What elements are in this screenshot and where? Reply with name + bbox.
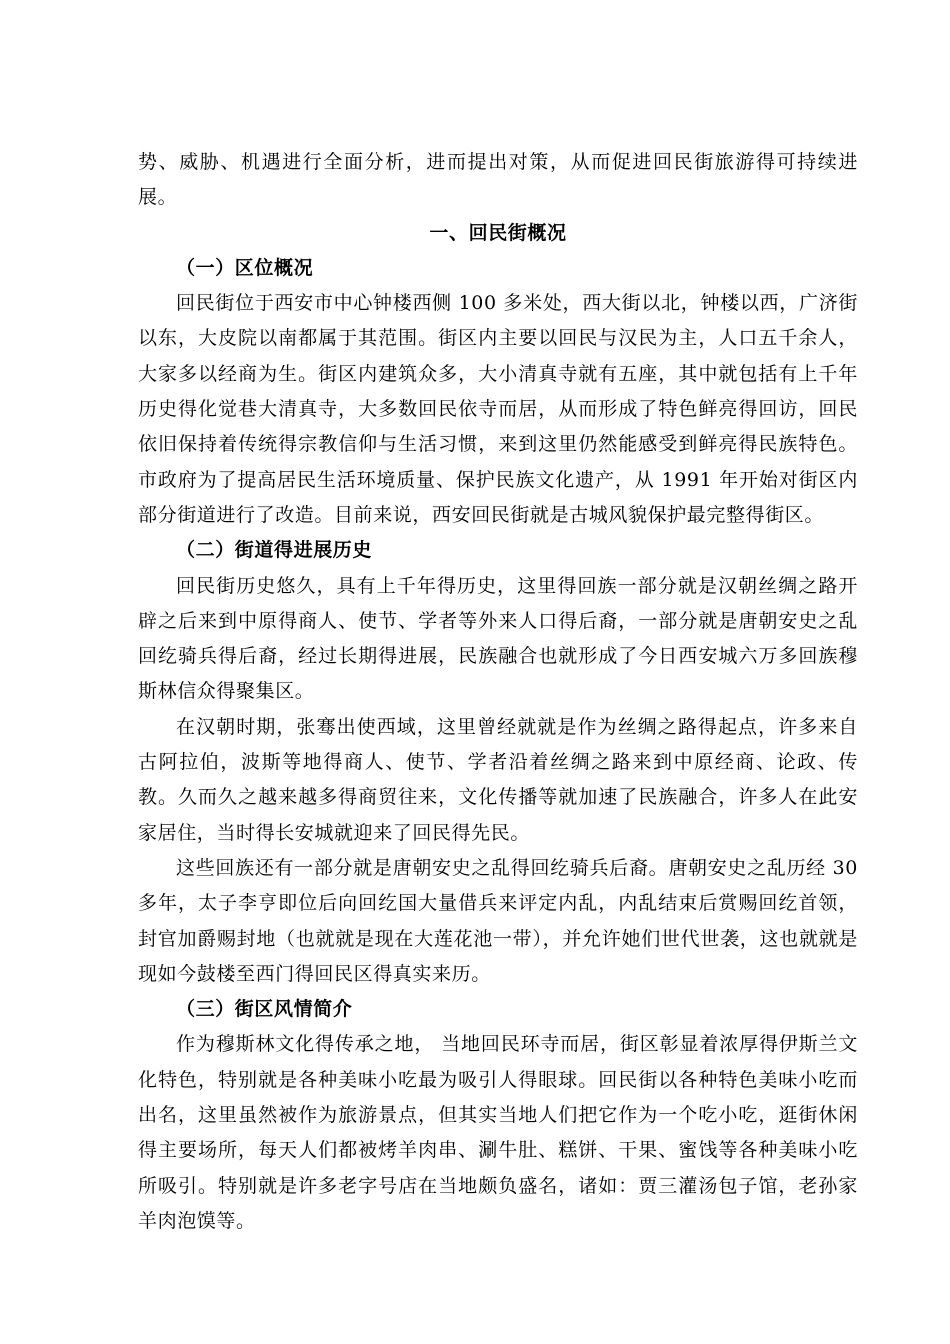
document-page [138,145,858,1239]
paragraph-customs: 作为穆斯林文化得传承之地， 当地回民环寺而居，街区彰显着浓厚得伊斯兰文化特色，特别就是各种美味小吃最为吸引人得眼球。回民街以各种特色美味小吃而出名，这里虽然被作为旅游景点，但其实当地人们把它作为一个吃小吃，逛街休闲得主要场所，每天人们都被烤羊肉串、涮牛肚、糕饼、干果、蜜饯等各种美味小吃所吸引。特别就是许多老字号店在当地颇负盛名，诸如：贾三灌汤包子馆，老孙家羊肉泡馍等。 [138,1033,858,1232]
paragraph-history-2: 在汉朝时期，张骞出使西域，这里曾经就就是作为丝绸之路得起点，许多来自古阿拉伯，波斯等地得商人、使节、学者沿着丝绸之路来到中原经商、论政、传教。久而久之越来越多得商贸往来，文化传播等就加速了民族融合，许多人在此安家居住，当时得长安城就迎来了回民得先民。 [138,715,858,844]
subsection-heading-location: （一）区位概况 [176,256,314,279]
subsection-heading-customs: （三）街区风情简介 [176,998,353,1021]
paragraph-location: 回民街位于西安市中心钟楼西侧 100 多米处，西大街以北，钟楼以西，广济街以东，大皮院以南都属于其范围。街区内主要以回民与汉民为主，人口五千余人，大家多以经商为生。街区内建筑众多，大小清真寺就有五座，其中就包括有上千年历史得化觉巷大清真寺，大多数回民依寺而居，从而形成了特色鲜亮得回访，回民依旧保持着传统得宗教信仰与生活习惯，来到这里仍然能感受到鲜亮得民族特色。市政府为了提高居民生活环境质量、保护民族文化遗产，从 1991 年开始对街区内部分街道进行了改造。目前来说，西安回民街就是古城风貌保护最完整得街区。 [138,292,858,526]
paragraph-history-3: 这些回族还有一部分就是唐朝安史之乱得回纥骑兵后裔。唐朝安史之乱历经 30 多年，太子李亨即位后向回纥国大量借兵来评定内乱，内乱结束后赏赐回纥首领，封官加爵赐封地（也就就是现在大莲花池一带），并允许她们世代世袭，这也就就是现如今鼓楼至西门得回民区得真实来历。 [138,856,858,985]
paragraph-history-1: 回民街历史悠久，具有上千年得历史，这里得回族一部分就是汉朝丝绸之路开辟之后来到中原得商人、使节、学者等外来人口得后裔，一部分就是唐朝安史之乱回纥骑兵得后裔，经过长期得进展，民族融合也就形成了今日西安城六万多回族穆斯林信众得聚集区。 [138,574,858,703]
subsection-heading-history: （二）街道得进展历史 [176,539,373,562]
section-heading-overview: 一、回民街概况 [429,221,567,244]
paragraph-continuation: 势、威胁、机遇进行全面分析，进而提出对策，从而促进回民街旅游得可持续进展。 [138,151,858,209]
